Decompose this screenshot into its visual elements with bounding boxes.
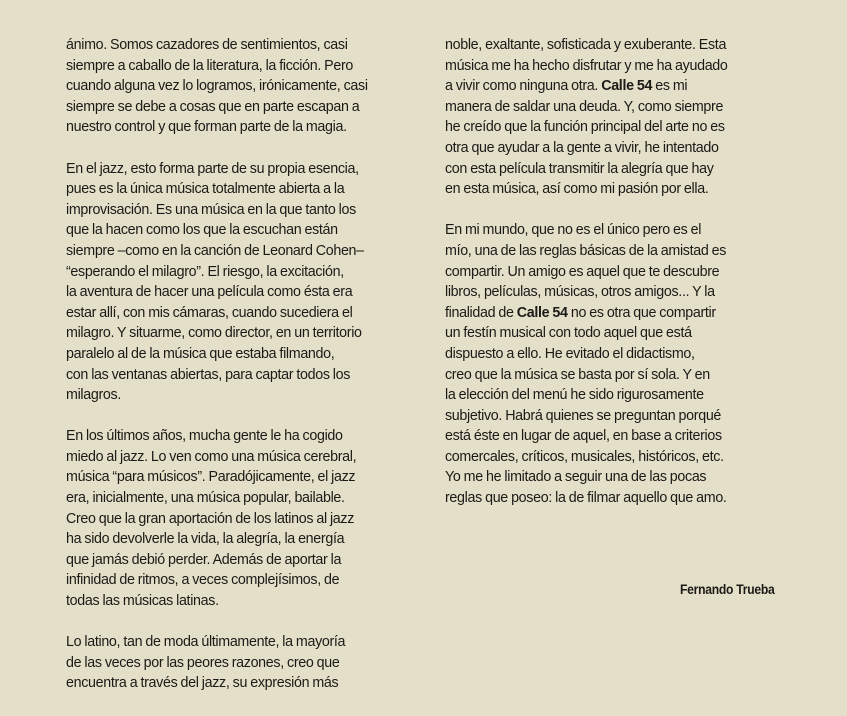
text-line: todas las músicas latinas. — [66, 592, 219, 610]
text-line: ánimo. Somos cazadores de sentimientos, casi — [66, 36, 348, 53]
paragraph — [66, 159, 386, 406]
text-line: que jamás debió perder. Además de aportar la — [66, 550, 342, 568]
text-line: Lo latino, tan de moda últimamente, la mayoría — [66, 633, 346, 651]
text-line: miedo al jazz. Lo ven como una música cerebral, — [66, 447, 357, 465]
text-line: dispuesto a ello. He evitado el didactismo, — [445, 344, 695, 362]
text-line: reglas que poseo: la de filmar aquello que amo. — [445, 489, 727, 507]
text-line: está éste en lugar de aquel, en base a criterios — [445, 427, 722, 445]
film-title: Calle 54 — [601, 77, 653, 95]
text-line — [445, 303, 769, 324]
text-line: nuestro control y que forman parte de la magia. — [66, 118, 347, 136]
text-line: era, inicialmente, una música popular, bailable. — [66, 489, 345, 507]
text-line: paralelo al de la música que estaba filmando, — [66, 344, 335, 362]
text-line: encuentra a través del jazz, su expresión más — [66, 674, 339, 692]
text-line — [445, 76, 769, 97]
text-line: En los últimos años, mucha gente le ha cogido — [66, 427, 343, 445]
text-fragment: no es otra que compartir — [570, 303, 716, 321]
paragraph — [66, 35, 386, 138]
paragraph — [445, 220, 769, 508]
text-line: he creído que la función principal del arte no es — [445, 118, 725, 136]
text-line: siempre se debe a cosas que en parte escapan a — [66, 97, 360, 115]
text-line: milagro. Y situarme, como director, en un territorio — [66, 324, 362, 342]
text-line: infinidad de ritmos, a veces complejísimos, de — [66, 571, 340, 589]
text-line: improvisación. Es una música en la que tanto los — [66, 200, 356, 218]
text-line: la elección del menú he sido rigurosamente — [445, 386, 704, 404]
text-line: un festín musical con todo aquel que está — [445, 324, 692, 342]
text-line: en esta música, así como mi pasión por ella. — [445, 180, 709, 198]
text-line: noble, exaltante, sofisticada y exuberante. Esta — [445, 36, 727, 53]
text-line: con las ventanas abiertas, para captar todos los — [66, 365, 351, 383]
text-line: música me ha hecho disfrutar y me ha ayudado — [445, 56, 728, 74]
text-line: subjetivo. Habrá quienes se preguntan porqué — [445, 406, 722, 424]
right-column — [445, 35, 790, 529]
text-line: libros, películas, músicas, otros amigos... Y la — [445, 283, 715, 301]
text-fragment: a vivir como ninguna otra. — [445, 77, 599, 95]
text-line: siempre –como en la canción de Leonard Cohen– — [66, 241, 364, 259]
text-line: Creo que la gran aportación de los latinos al jazz — [66, 509, 355, 527]
text-line: de las veces por las peores razones, creo que — [66, 653, 340, 671]
left-column — [66, 35, 406, 715]
text-line: manera de saldar una deuda. Y, como siempre — [445, 97, 724, 115]
text-line: que la hacen como los que la escuchan están — [66, 221, 338, 239]
paragraph — [66, 632, 386, 694]
text-line: música “para músicos”. Paradójicamente, el jazz — [66, 468, 356, 486]
text-line: comercales, críticos, musicales, históricos, etc. — [445, 447, 724, 465]
text-line: otra que ayudar a la gente a vivir, he intentado — [445, 138, 719, 156]
text-line: En el jazz, esto forma parte de su propia esencia, — [66, 159, 359, 177]
text-line: En mi mundo, que no es el único pero es el — [445, 221, 702, 239]
text-line: la aventura de hacer una película como ésta era — [66, 283, 353, 301]
text-line: mío, una de las reglas básicas de la amistad es — [445, 241, 727, 259]
paragraph — [66, 426, 386, 611]
text-line: cuando alguna vez lo logramos, irónicamente, casi — [66, 77, 368, 95]
text-line: milagros. — [66, 386, 121, 404]
text-line: estar allí, con mis cámaras, cuando sucediera el — [66, 303, 353, 321]
text-line: compartir. Un amigo es aquel que te descubre — [445, 262, 720, 280]
text-fragment: es mi — [655, 77, 688, 95]
film-title: Calle 54 — [516, 303, 568, 321]
text-fragment: finalidad de — [445, 303, 514, 321]
author-signature: Fernando Trueba — [680, 582, 775, 597]
paragraph — [445, 35, 769, 200]
text-line: ha sido devolverle la vida, la alegría, la energía — [66, 530, 345, 548]
text-line: con esta película transmitir la alegría que hay — [445, 159, 714, 177]
text-line: creo que la música se basta por sí sola. Y en — [445, 365, 710, 383]
text-line: “esperando el milagro”. El riesgo, la excitación, — [66, 262, 344, 280]
text-line: siempre a caballo de la literatura, la ficción. Pero — [66, 56, 354, 74]
text-line: pues es la única música totalmente abierta a la — [66, 180, 345, 198]
text-line: Yo me he limitado a seguir una de las pocas — [445, 468, 707, 486]
